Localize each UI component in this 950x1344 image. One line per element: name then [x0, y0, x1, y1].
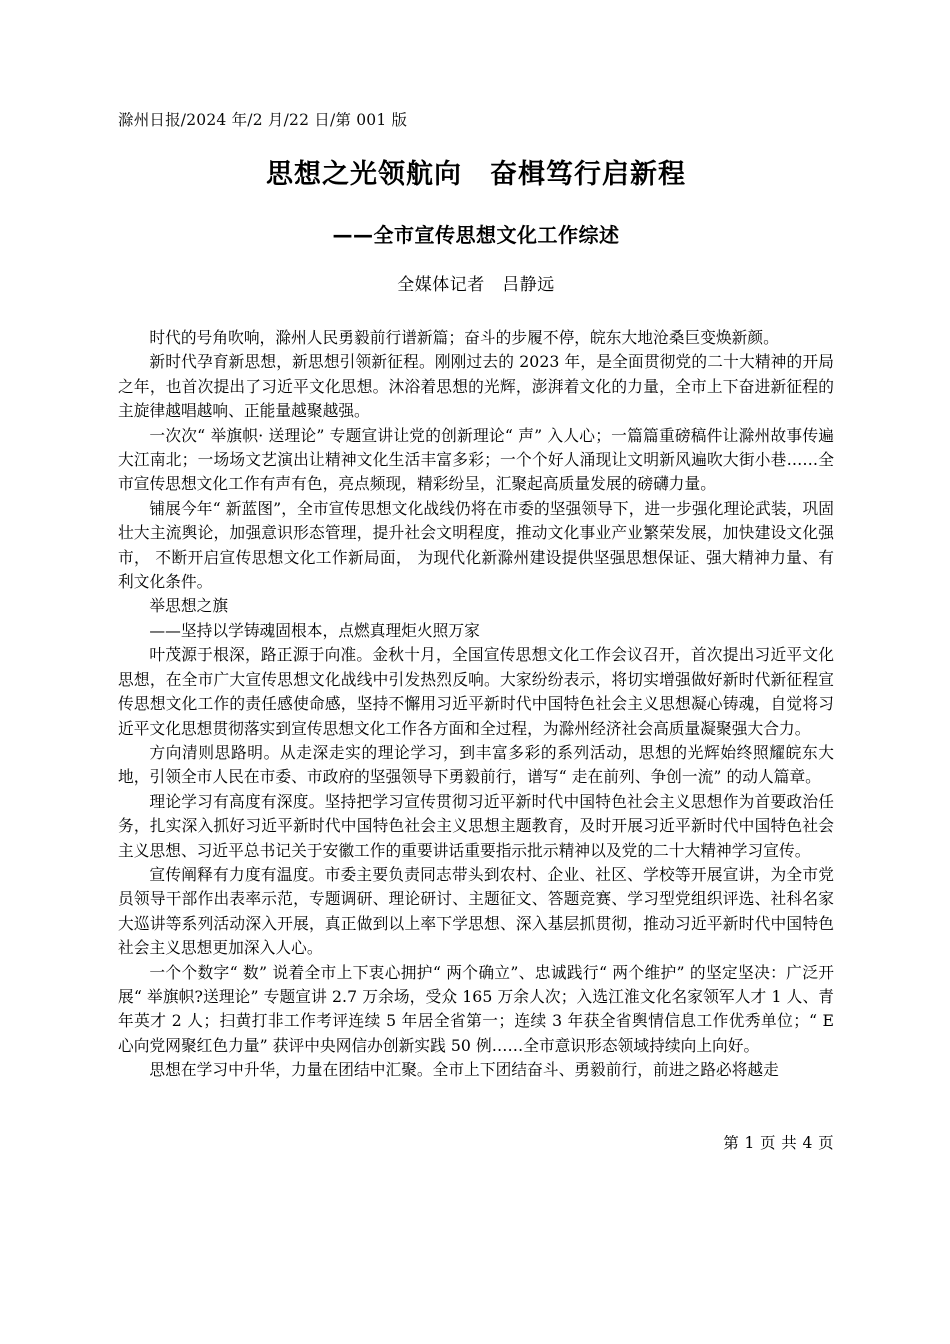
paragraph: 思想在学习中升华，力量在团结中汇聚。全市上下团结奋斗、勇毅前行，前进之路必将越走 — [149, 1060, 779, 1080]
paragraph: 一个个数字“ 数” 说着全市上下衷心拥护“ 两个确立”、忠诚践行“ 两个维护” 的坚定坚决：广泛开展“ 举旗帜?送理论” 专题宣讲 2.7 万余场，受众 165 万余人次；入选江淮文化名家领军人才 1 人、青年英才 2 人；扫黄打非工作考评连续 5 年居全省第一；连续 3 年获全省舆情信息工作优秀单位；“ E 心向党网聚红色力量” 获评中央网信办创新实践 50 例……全市意识形态领域持续向上向好。 — [118, 962, 834, 1055]
paragraph: 宣传阐释有力度有温度。市委主要负责同志带头到农村、企业、社区、学校等开展宣讲，为全市党员领导干部作出表率示范，专题调研、理论研讨、主题征文、答题竞赛、学习型党组织评选、社科名家大巡讲等系列活动深入开展，真正做到以上率下学思想、深入基层抓贯彻，推动习近平新时代中国特色社会主义思想更加深入人心。 — [118, 864, 834, 958]
section-subheading: ——坚持以学铸魂固根本，点燃真理炬火照万家 — [149, 620, 480, 640]
page-title: 思想之光领航向 奋楫笃行启新程 — [266, 159, 686, 190]
section-heading: 举思想之旗 — [149, 596, 229, 616]
paragraph: 理论学习有高度有深度。坚持把学习宣传贯彻习近平新时代中国特色社会主义思想作为首要政治任务，扎实深入抓好习近平新时代中国特色社会主义思想主题教育，及时开展习近平新时代中国特色社会主义思想、习近平总书记关于安徽工作的重要讲话重要指示批示精神以及党的二十大精神学习宣传。 — [118, 791, 834, 860]
page-subtitle: ——全市宣传思想文化工作综述 — [332, 223, 620, 247]
paragraph: 时代的号角吹响，滁州人民勇毅前行谱新篇；奋斗的步履不停，皖东大地沧桑巨变焕新颜。 — [149, 328, 779, 347]
document-content — [118, 108, 834, 1083]
article-body — [118, 326, 834, 1083]
page-footer: 第 1 页 共 4 页 — [723, 1134, 834, 1152]
byline: 全媒体记者 吕静远 — [397, 275, 555, 295]
paragraph: 一次次“ 举旗帜· 送理论” 专题宣讲让党的创新理论“ 声” 入人心；一篇篇重磅稿件让滁州故事传遍大江南北；一场场文艺演出让精神文化生活丰富多彩；一个个好人涌现让文明新风遍吹大街小巷……全市宣传思想文化工作有声有色，亮点频现，精彩纷呈，汇聚起高质量发展的磅礴力量。 — [118, 425, 834, 494]
paragraph: 铺展今年“ 新蓝图”，全市宣传思想文化战线仍将在市委的坚强领导下，进一步强化理论武装，巩固壮大主流舆论，加强意识形态管理，提升社会文明程度，推动文化事业产业繁荣发展，加快建设文化强市， 不断开启宣传思想文化工作新局面， 为现代化新滁州建设提供坚强思想保证、强大精神力量、有利文化条件。 — [118, 498, 834, 592]
paragraph: 新时代孕育新思想，新思想引领新征程。刚刚过去的 2023 年，是全面贯彻党的二十大精神的开局之年，也首次提出了习近平文化思想。沐浴着思想的光辉，澎湃着文化的力量，全市上下奋进新征程的主旋律越唱越响、正能量越聚越强。 — [118, 352, 834, 421]
source-citation-line: 滁州日报/2024 年/2 月/22 日/第 001 版 — [118, 111, 408, 129]
paragraph: 方向清则思路明。从走深走实的理论学习，到丰富多彩的系列活动，思想的光辉始终照耀皖东大地，引领全市人民在市委、市政府的坚强领导下勇毅前行，谱写“ 走在前列、争创一流” 的动人篇章。 — [118, 742, 834, 787]
paragraph: 叶茂源于根深，路正源于向准。金秋十月，全国宣传思想文化工作会议召开，首次提出习近平文化思想，在全市广大宣传思想文化战线中引发热烈反响。大家纷纷表示，将切实增强做好新时代新征程宣传思想文化工作的责任感使命感，坚持不懈用习近平新时代中国特色社会主义思想凝心铸魂，自觉将习近平文化思想贯彻落实到宣传思想文化工作各方面和全过程，为滁州经济社会高质量凝聚强大合力。 — [118, 645, 834, 738]
